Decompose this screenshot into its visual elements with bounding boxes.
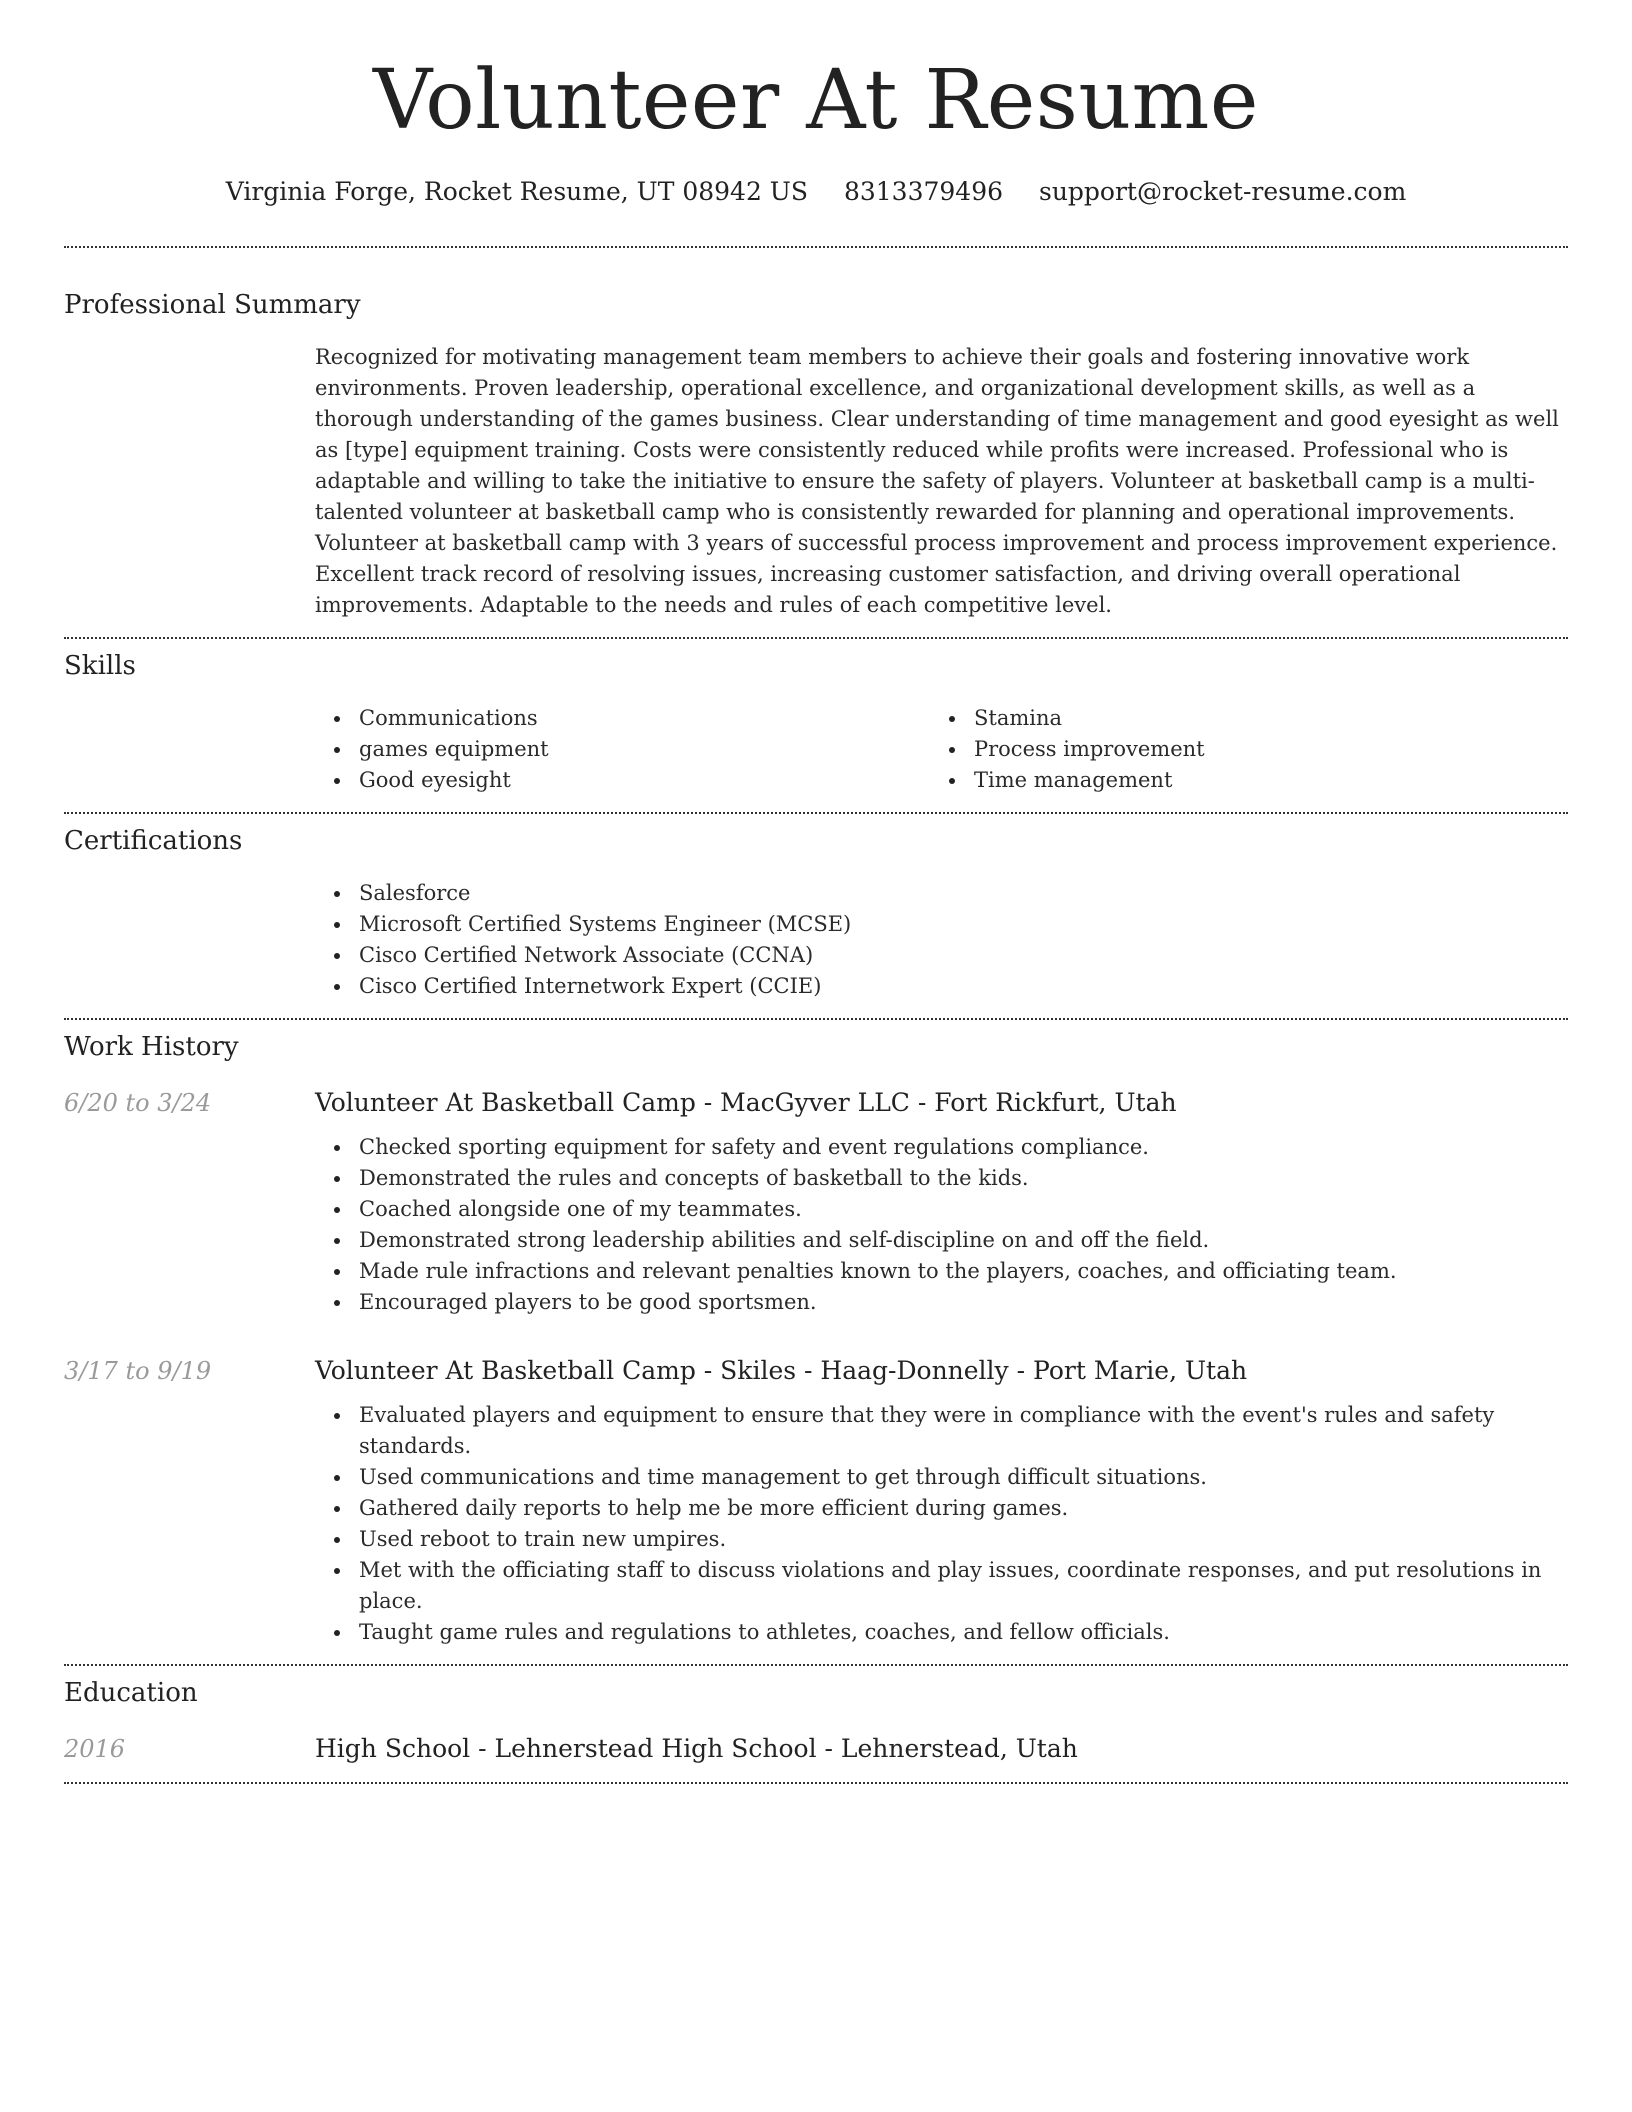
skill-item: Stamina [930, 703, 1530, 734]
contact-address: Virginia Forge, Rocket Resume, UT 08942 US [225, 177, 809, 206]
skill-item: Good eyesight [315, 765, 930, 796]
resume-page [64, 0, 1568, 1784]
job-bullet: Used communications and time management to get through difficult situations. [315, 1462, 1568, 1493]
education-heading: High School - Lehnerstead High School - Lehnerstead, Utah [315, 1734, 1078, 1763]
skills-list-right [930, 703, 1530, 796]
job-bullets [315, 1132, 1568, 1318]
education-title: Education [64, 1678, 198, 1708]
job-bullet: Met with the officiating staff to discuss violations and play issues, coordinate responses, and put resolutions in place. [315, 1555, 1568, 1617]
job-bullet: Demonstrated strong leadership abilities and self-discipline on and off the field. [315, 1225, 1568, 1256]
certification-item: Salesforce [315, 878, 1568, 909]
resume-header [64, 0, 1568, 210]
summary-section [64, 248, 1568, 637]
job-heading: Volunteer At Basketball Camp - Skiles - Haag-Donnelly - Port Marie, Utah [315, 1356, 1248, 1385]
contact-line [64, 174, 1568, 210]
job-bullet: Gathered daily reports to help me be more efficient during games. [315, 1493, 1568, 1524]
certifications-list [315, 878, 1568, 1002]
job-dates: 3/17 to 9/19 [64, 1357, 212, 1385]
job-details [315, 1086, 1568, 1318]
work-title: Work History [64, 1032, 239, 1062]
contact-phone: 8313379496 [843, 177, 1004, 206]
skill-item: Process improvement [930, 734, 1530, 765]
skill-item: games equipment [315, 734, 930, 765]
skills-list-left [315, 703, 930, 796]
job-details [315, 1354, 1568, 1648]
certifications-title: Certifications [64, 826, 243, 856]
certifications-section [64, 814, 1568, 1018]
job-bullet: Coached alongside one of my teammates. [315, 1194, 1568, 1225]
contact-email: support@rocket-resume.com [1038, 177, 1407, 206]
job-entry [64, 1354, 1568, 1648]
summary-title: Professional Summary [64, 290, 361, 320]
resume-name: Volunteer At Resume [373, 53, 1259, 148]
skills-grid [315, 703, 1568, 796]
certification-item: Cisco Certified Internetwork Expert (CCIE) [315, 971, 1568, 1002]
summary-text: Recognized for motivating management team members to achieve their goals and fostering innovative work environments. Proven leadership, operational excellence, and organizational development skills, as well as a thorough understanding of the games business. Clear understanding of time management and good eyesight as well as [type] equipment training. Costs were consistently reduced while profits were increased. Professional who is adaptable and willing to take the initiative to ensure the safety of players. Volunteer at basketball camp is a multi-talented volunteer at basketball camp who is consistently rewarded for planning and operational improvements. Volunteer at basketball camp with 3 years of successful process improvement and process improvement experience. Excellent track record of resolving issues, increasing customer satisfaction, and driving overall operational improvements. Adaptable to the needs and rules of each competitive level. [315, 345, 1559, 617]
job-bullet: Made rule infractions and relevant penalties known to the players, coaches, and officiating team. [315, 1256, 1568, 1287]
education-year: 2016 [64, 1735, 126, 1763]
skills-title: Skills [64, 651, 136, 681]
job-heading: Volunteer At Basketball Camp - MacGyver LLC - Fort Rickfurt, Utah [315, 1088, 1177, 1117]
job-bullet: Checked sporting equipment for safety and event regulations compliance. [315, 1132, 1568, 1163]
job-bullet: Demonstrated the rules and concepts of basketball to the kids. [315, 1163, 1568, 1194]
skills-section [64, 639, 1568, 812]
job-bullet: Evaluated players and equipment to ensure that they were in compliance with the event's rules and safety standards. [315, 1400, 1568, 1462]
job-dates: 6/20 to 3/24 [64, 1089, 212, 1117]
job-bullets [315, 1400, 1568, 1648]
certification-item: Cisco Certified Network Associate (CCNA) [315, 940, 1568, 971]
job-bullet: Encouraged players to be good sportsmen. [315, 1287, 1568, 1318]
certification-item: Microsoft Certified Systems Engineer (MCSE) [315, 909, 1568, 940]
work-section [64, 1020, 1568, 1664]
job-entry [64, 1086, 1568, 1318]
education-section [64, 1666, 1568, 1782]
job-bullet: Used reboot to train new umpires. [315, 1524, 1568, 1555]
job-bullet: Taught game rules and regulations to athletes, coaches, and fellow officials. [315, 1617, 1568, 1648]
education-entry [64, 1732, 1568, 1766]
section-divider [64, 1782, 1568, 1784]
skill-item: Time management [930, 765, 1530, 796]
skill-item: Communications [315, 703, 930, 734]
